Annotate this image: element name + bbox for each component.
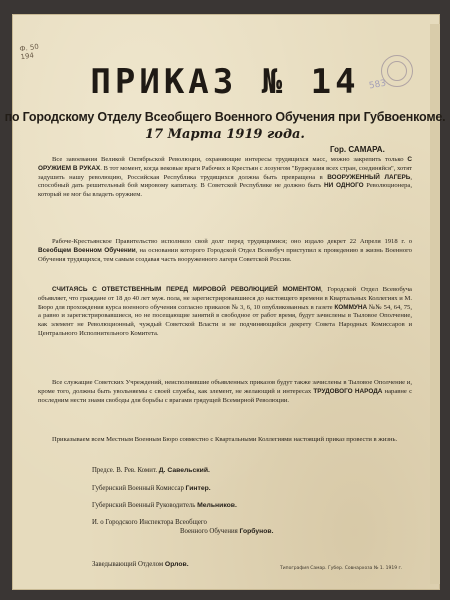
signature-3 [92, 502, 237, 509]
emphasis-text: КОММУНА [334, 303, 368, 311]
paragraph-text: , Городской Отдел Всевобуча объявляет, что граждане от 18 до 40 лет муж. пола, не зарегистрировавшиеся до настоящего времени в Квартальных Коллегиях и М. Бюро для прохождения курса военного обучения согласно приказов № 3, 6, 10 опубликованных в газете [38, 286, 412, 311]
emphasis-text: НИ ОДНОГО [324, 182, 364, 190]
emphasis-text: Всеобщем Военном Обучении [38, 246, 136, 254]
paragraph-3 [38, 286, 412, 339]
paragraph-text: , на основании которого Городской Отдел Всевобуч приступил к проведению в жизнь Военного Обучения трудящихся, тем самым создавая часть вооруженного лагеря Советской России. [38, 246, 412, 263]
printer-imprint: Типография Самар. Губер. Совнархоза № 1. 1919 г. [280, 566, 403, 571]
signature-4a [92, 519, 207, 526]
signature-1 [92, 467, 210, 474]
emphasis-text: ТРУДОВОГО НАРОДА [313, 387, 383, 395]
emphasis-text: ВООРУЖЕННЫЙ ЛАГЕРЬ [327, 173, 411, 181]
emphasis-text: С ОРУЖИЕМ В РУКАХ [38, 156, 412, 172]
signature-role: И. о Городского Инспектора Всеобщего [92, 519, 207, 526]
paragraph-text: . В тот момент, когда вековые враги Рабочих и Крестьян с лозунгом "Буржуазия всех стран, соединяйся", хотят задушить нашу революцию, Российская Республика трудящихся должна быть превращена в [38, 164, 412, 181]
signature-name: Мельников. [197, 502, 237, 509]
city-label: Гор. САМАРА. [330, 145, 385, 154]
paragraph-text: Приказываем всем Местным Военным Бюро совместно с Квартальными Коллегиями настоящий приказ провести в жизнь. [52, 436, 398, 443]
archive-mark: Ф. 50 194 [18, 42, 40, 62]
paragraph-text: Все завоевания Великой Октябрьской Революции, охраняющие интересы трудящихся масс, можно закрепить только [52, 156, 408, 163]
paragraph-text: Революционера, который не мог бы владеть оружием. [38, 182, 412, 199]
paragraph-text: Рабоче-Крестьянское Правительство исполнило свой долг перед трудящимися; оно издало декрет 22 Апреля 1918 г. о [52, 238, 412, 245]
signature-name: Гинтер. [185, 485, 211, 492]
paragraph-text: Все служащие Советских Учреждений, неисполнившие объявленных приказов будут также зачислены в Тыловое Ополчение и, кроме того, должны быть увольняемы с своей службы, как элемент, не желающий и интересах [38, 379, 412, 395]
paragraph-4 [38, 379, 412, 405]
signature-role: Военного Обучения [180, 528, 238, 535]
order-date: 17 Марта 1919 года. [145, 127, 305, 142]
signature-role: Предсе. В. Рев. Комит. [92, 467, 158, 474]
paragraph-1 [38, 156, 412, 200]
signature-role: Заведывающий Отделом [92, 561, 164, 568]
emphasis-text: СЧИТАЯСЬ С ОТВЕТСТВЕННЫМ ПЕРЕД МИРОВОЙ РЕВОЛЮЦИЕЙ МОМЕНТОМ [52, 286, 321, 293]
stamp-number: 583 [368, 78, 387, 92]
signature-name: Д. Савельский. [158, 467, 210, 474]
signature-role: Губернский Военный Комиссар [92, 485, 184, 492]
paragraph-text: , способный дать решительный бой мировому капиталу. В Советской Республике не должно быть [38, 173, 412, 190]
paragraph-text: №№ 54, 64, 75, а равно и зарегистрировавшиеся, но не посещающие занятий в свободное от работ время, будут зачислены в Тыловое Ополчение, как элемент не Революционный, чуждый Советской Власти и не подчиняющийся декрету Совета Народных Комиссаров и Центрального Исполнительного Комитета. [38, 303, 412, 337]
order-title: ПРИКАЗ № 14 [90, 62, 360, 102]
signature-name: Орлов. [164, 561, 189, 568]
signature-2 [92, 485, 211, 492]
paragraph-text: наравне с последним нести знамя свободы для борьбы с врагами грядущей Всемирной Революции. [38, 387, 412, 404]
paper-edge [430, 24, 440, 584]
paragraph-5 [38, 436, 412, 445]
signature-5 [92, 561, 189, 568]
paragraph-2 [38, 238, 412, 264]
order-subtitle: по Городскому Отделу Всеобщего Военного Обучения при Губвоенкоме. [4, 110, 446, 124]
signature-4b [180, 528, 274, 535]
signature-role: Губернский Военный Руководитель [92, 502, 196, 509]
signature-name: Горбунов. [239, 528, 274, 535]
